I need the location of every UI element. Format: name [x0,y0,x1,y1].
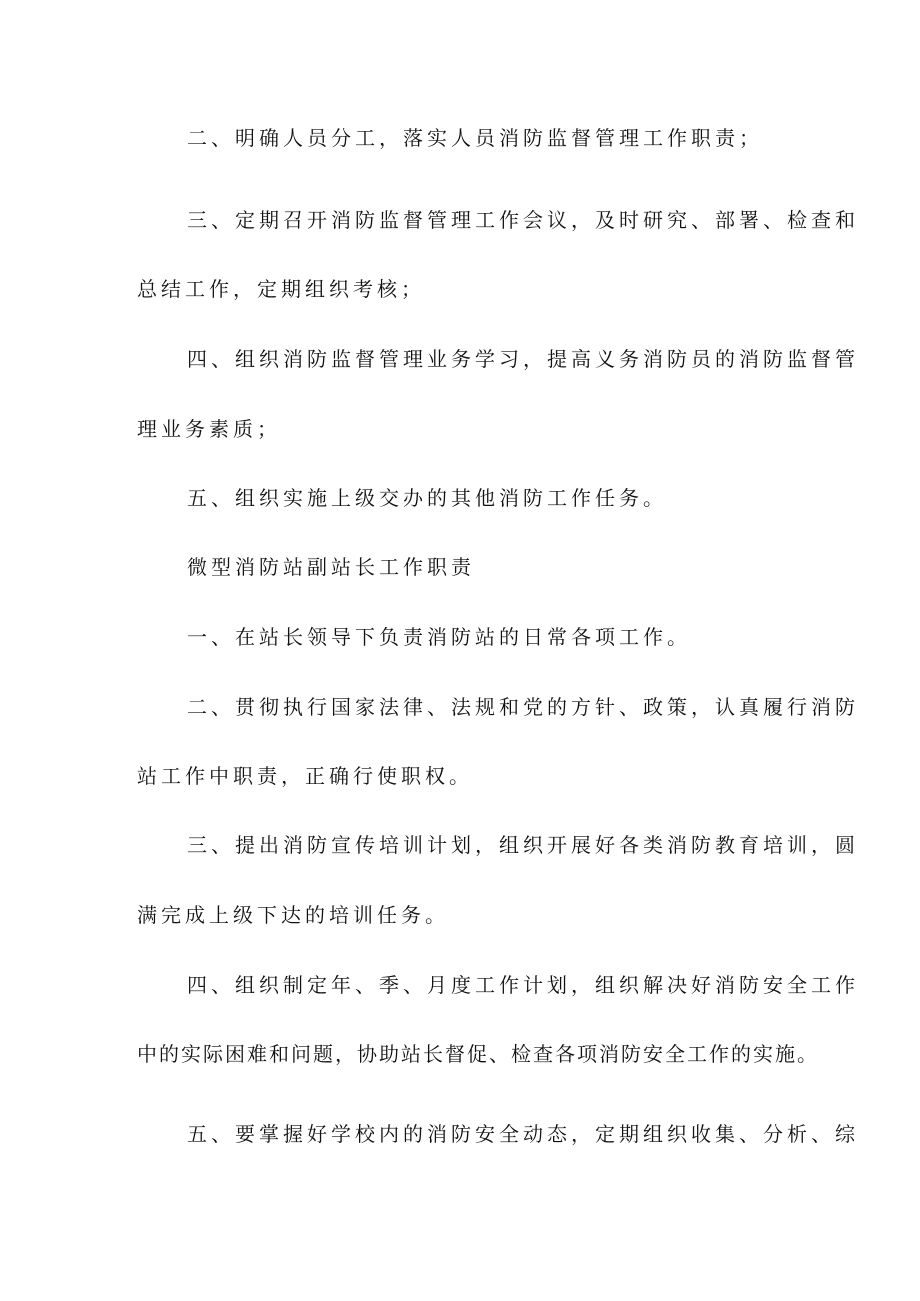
paragraph-line: 三、定期召开消防监督管理工作会议，及时研究、部署、检查和 [187,208,859,232]
paragraph-line: 三、提出消防宣传培训计划，组织开展好各类消防教育培训，圆 [187,833,859,857]
paragraph-line: 一、在站长领导下负责消防站的日常各项工作。 [187,625,691,649]
paragraph-line: 中的实际困难和问题，协助站长督促、检查各项消防安全工作的实施。 [137,1042,819,1066]
paragraph-line: 五、组织实施上级交办的其他消防工作任务。 [187,486,667,510]
paragraph-line: 四、组织制定年、季、月度工作计划，组织解决好消防安全工作 [187,973,859,997]
paragraph-line: 二、明确人员分工，落实人员消防监督管理工作职责； [187,126,763,150]
paragraph-line: 总结工作，定期组织考核； [137,277,425,301]
section-heading: 微型消防站副站长工作职责 [187,555,475,579]
paragraph-line: 四、组织消防监督管理业务学习，提高义务消防员的消防监督管 [187,347,859,371]
paragraph-line: 理业务素质； [137,417,281,441]
paragraph-line: 二、贯彻执行国家法律、法规和党的方针、政策，认真履行消防 [187,695,859,719]
paragraph-line: 五、要掌握好学校内的消防安全动态，定期组织收集、分析、综 [187,1122,859,1146]
paragraph-line: 满完成上级下达的培训任务。 [137,903,449,927]
paragraph-line: 站工作中职责，正确行使职权。 [137,764,473,788]
